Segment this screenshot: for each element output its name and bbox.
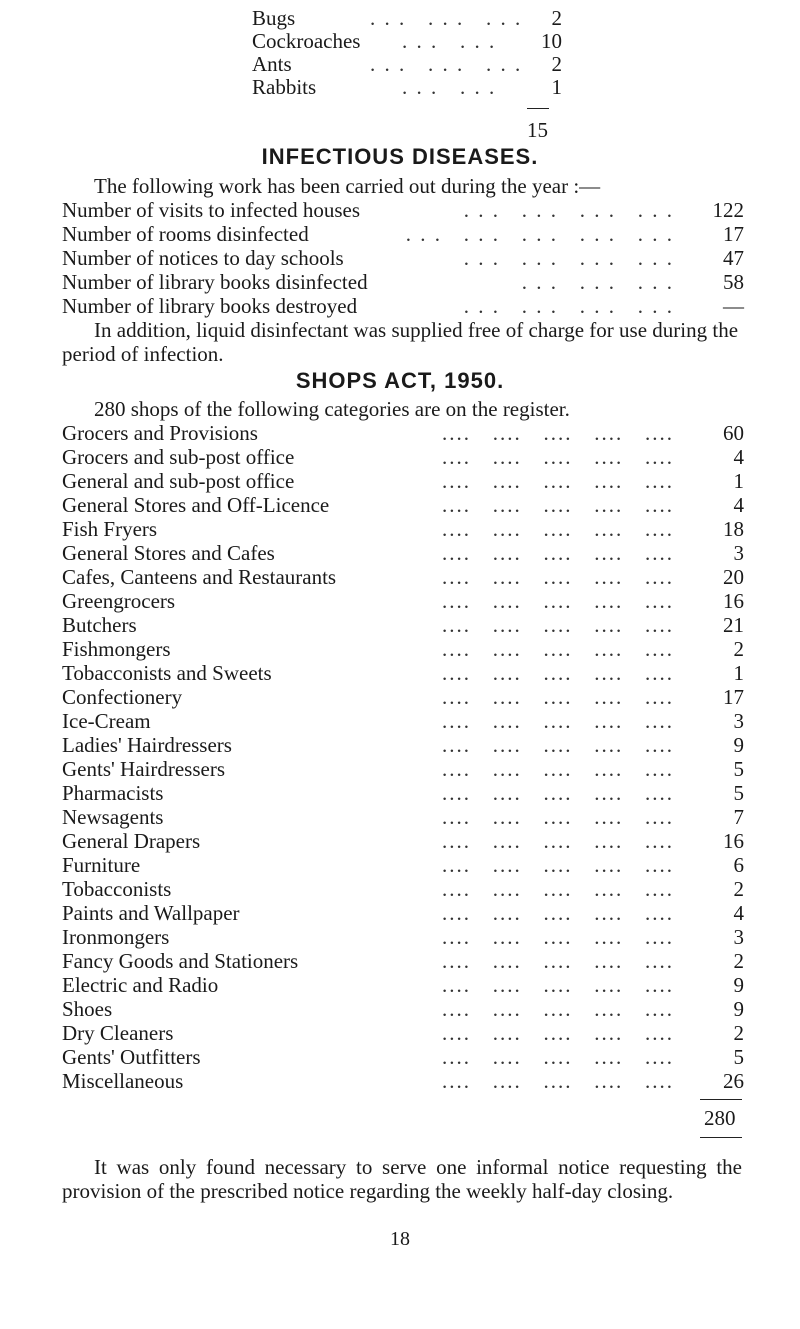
- item-value: 5: [733, 781, 744, 805]
- leader-dots: . . . . . . . . . . . .: [463, 198, 674, 222]
- leader-dots: .... .... .... .... ....: [442, 1021, 674, 1045]
- list-item: [62, 198, 744, 222]
- leader-dots: .... .... .... .... ....: [442, 685, 674, 709]
- item-label: Grocers and sub-post office: [62, 445, 295, 469]
- item-label: Ice-Cream: [62, 709, 151, 733]
- list-item: [62, 973, 744, 997]
- item-value: 3: [733, 541, 744, 565]
- list-item: [62, 637, 744, 661]
- leader-dots: .... .... .... .... ....: [442, 781, 674, 805]
- shops-intro: 280 shops of the following categories are on the register.: [94, 397, 570, 421]
- item-label: General Drapers: [62, 829, 201, 853]
- item-label: Fish Fryers: [62, 517, 158, 541]
- list-item: [62, 469, 744, 493]
- item-label: Electric and Radio: [62, 973, 219, 997]
- list-item: [62, 517, 744, 541]
- section-heading-shops: SHOPS ACT, 1950.: [295, 368, 505, 393]
- leader-dots: . . . . . . . . . . . .: [463, 294, 674, 318]
- list-item: [62, 294, 744, 318]
- leader-dots: .... .... .... .... ....: [442, 613, 674, 637]
- item-label: Tobacconists and Sweets: [62, 661, 272, 685]
- item-value: —: [723, 294, 744, 318]
- item-value: 1: [733, 469, 744, 493]
- list-item: [252, 52, 562, 76]
- item-label: Number of visits to infected houses: [62, 198, 361, 222]
- item-value: 7: [733, 805, 744, 829]
- item-value: 16: [723, 829, 744, 853]
- item-value: 4: [733, 901, 744, 925]
- list-item: [62, 421, 744, 445]
- item-value: 5: [733, 757, 744, 781]
- leader-dots: . . . . . . . . .: [370, 6, 523, 30]
- infectious-note: In addition, liquid disinfectant was supplied free of charge for use during the period of infection.: [62, 318, 739, 366]
- list-item: [62, 222, 744, 246]
- leader-dots: .... .... .... .... ....: [442, 925, 674, 949]
- list-item: [62, 877, 744, 901]
- list-item: [62, 661, 744, 685]
- list-item: [252, 6, 562, 30]
- leader-dots: .... .... .... .... ....: [442, 949, 674, 973]
- leader-dots: .... .... .... .... ....: [442, 973, 674, 997]
- sum-rule: [700, 1137, 742, 1138]
- item-label: Greengrocers: [62, 589, 176, 613]
- list-item: [62, 493, 744, 517]
- list-item: [62, 853, 744, 877]
- item-label: Confectionery: [62, 685, 183, 709]
- item-label: Number of library books destroyed: [62, 294, 358, 318]
- list-item: [252, 75, 562, 99]
- list-item: [62, 1021, 744, 1045]
- item-value: 2: [733, 877, 744, 901]
- list-item: [62, 445, 744, 469]
- item-value: 1: [733, 661, 744, 685]
- item-value: 2: [551, 52, 562, 76]
- item-label: Cockroaches: [252, 29, 361, 53]
- list-item: [62, 565, 744, 589]
- item-value: 47: [723, 246, 744, 270]
- item-value: 26: [723, 1069, 744, 1093]
- leader-dots: . . . . . . . . . . . . . . .: [405, 222, 674, 246]
- list-item: [62, 246, 744, 270]
- leader-dots: .... .... .... .... ....: [442, 589, 674, 613]
- list-item: [62, 925, 744, 949]
- item-value: 6: [733, 853, 744, 877]
- item-label: Tobacconists: [62, 877, 172, 901]
- item-value: 2: [733, 637, 744, 661]
- list-item: [62, 997, 744, 1021]
- item-label: Bugs: [252, 6, 296, 30]
- leader-dots: .... .... .... .... ....: [442, 517, 674, 541]
- leader-dots: . . . . . .: [402, 75, 497, 99]
- item-label: Pharmacists: [62, 781, 164, 805]
- item-value: 60: [723, 421, 744, 445]
- leader-dots: .... .... .... .... ....: [442, 829, 674, 853]
- item-value: 4: [733, 445, 744, 469]
- infectious-intro: The following work has been carried out during the year :—: [94, 174, 601, 198]
- item-value: 3: [733, 925, 744, 949]
- item-value: 17: [723, 685, 744, 709]
- item-label: Gents' Outfitters: [62, 1045, 201, 1069]
- leader-dots: .... .... .... .... ....: [442, 877, 674, 901]
- list-item: [62, 949, 744, 973]
- item-label: Ladies' Hairdressers: [62, 733, 232, 757]
- page-number: 18: [390, 1228, 410, 1250]
- list-item: [62, 589, 744, 613]
- leader-dots: .... .... .... .... ....: [442, 853, 674, 877]
- leader-dots: .... .... .... .... ....: [442, 757, 674, 781]
- item-value: 9: [733, 973, 744, 997]
- leader-dots: .... .... .... .... ....: [442, 709, 674, 733]
- item-label: Paints and Wallpaper: [62, 901, 240, 925]
- item-label: Ironmongers: [62, 925, 170, 949]
- pests-total: 15: [527, 118, 548, 142]
- item-label: Grocers and Provisions: [62, 421, 258, 445]
- leader-dots: .... .... .... .... ....: [442, 1069, 674, 1093]
- leader-dots: .... .... .... .... ....: [442, 1045, 674, 1069]
- list-item: [62, 541, 744, 565]
- item-label: Fancy Goods and Stationers: [62, 949, 299, 973]
- item-label: Number of rooms disinfected: [62, 222, 309, 246]
- leader-dots: .... .... .... .... ....: [442, 997, 674, 1021]
- closing-note: It was only found necessary to serve one informal notice requesting the provision of the prescribed notice regarding the weekly half-day closing.: [62, 1155, 742, 1203]
- item-value: 3: [733, 709, 744, 733]
- leader-dots: .... .... .... .... ....: [442, 445, 674, 469]
- item-value: 10: [541, 29, 562, 53]
- item-label: Dry Cleaners: [62, 1021, 174, 1045]
- item-value: 9: [733, 733, 744, 757]
- item-label: Number of library books disinfected: [62, 270, 368, 294]
- list-item: [62, 270, 744, 294]
- item-value: 5: [733, 1045, 744, 1069]
- item-value: 20: [723, 565, 744, 589]
- item-label: Butchers: [62, 613, 137, 637]
- item-value: 21: [723, 613, 744, 637]
- item-label: General Stores and Off-Licence: [62, 493, 330, 517]
- leader-dots: .... .... .... .... ....: [442, 421, 674, 445]
- leader-dots: . . . . . .: [402, 29, 497, 53]
- leader-dots: .... .... .... .... ....: [442, 901, 674, 925]
- list-item: [62, 1045, 744, 1069]
- list-item: [62, 829, 744, 853]
- list-item: [62, 1069, 744, 1093]
- item-label: Furniture: [62, 853, 141, 877]
- list-item: [252, 29, 562, 53]
- list-item: [62, 613, 744, 637]
- leader-dots: . . . . . . . . .: [370, 52, 523, 76]
- list-item: [62, 781, 744, 805]
- item-value: 1: [551, 75, 562, 99]
- item-value: 9: [733, 997, 744, 1021]
- item-label: Miscellaneous: [62, 1069, 184, 1093]
- leader-dots: .... .... .... .... ....: [442, 733, 674, 757]
- leader-dots: .... .... .... .... ....: [442, 565, 674, 589]
- section-heading-infectious: INFECTIOUS DISEASES.: [261, 144, 539, 169]
- sum-rule: [527, 108, 549, 109]
- item-label: Cafes, Canteens and Restaurants: [62, 565, 337, 589]
- item-value: 16: [723, 589, 744, 613]
- list-item: [62, 757, 744, 781]
- shops-total: 280: [704, 1106, 736, 1130]
- item-label: Rabbits: [252, 75, 317, 99]
- item-value: 4: [733, 493, 744, 517]
- sum-rule: [700, 1099, 742, 1100]
- list-item: [62, 685, 744, 709]
- leader-dots: .... .... .... .... ....: [442, 637, 674, 661]
- list-item: [62, 733, 744, 757]
- list-item: [62, 805, 744, 829]
- item-label: General and sub-post office: [62, 469, 295, 493]
- leader-dots: .... .... .... .... ....: [442, 805, 674, 829]
- leader-dots: .... .... .... .... ....: [442, 541, 674, 565]
- leader-dots: . . . . . . . . .: [521, 270, 674, 294]
- item-value: 58: [723, 270, 744, 294]
- item-label: Number of notices to day schools: [62, 246, 344, 270]
- item-label: Ants: [252, 52, 292, 76]
- item-label: Fishmongers: [62, 637, 171, 661]
- item-value: 2: [733, 949, 744, 973]
- list-item: [62, 709, 744, 733]
- item-label: Shoes: [62, 997, 113, 1021]
- item-value: 17: [723, 222, 744, 246]
- item-value: 18: [723, 517, 744, 541]
- item-value: 122: [712, 198, 744, 222]
- item-label: Newsagents: [62, 805, 164, 829]
- item-value: 2: [733, 1021, 744, 1045]
- leader-dots: .... .... .... .... ....: [442, 469, 674, 493]
- leader-dots: .... .... .... .... ....: [442, 661, 674, 685]
- item-label: Gents' Hairdressers: [62, 757, 225, 781]
- leader-dots: . . . . . . . . . . . .: [463, 246, 674, 270]
- leader-dots: .... .... .... .... ....: [442, 493, 674, 517]
- list-item: [62, 901, 744, 925]
- item-label: General Stores and Cafes: [62, 541, 275, 565]
- item-value: 2: [551, 6, 562, 30]
